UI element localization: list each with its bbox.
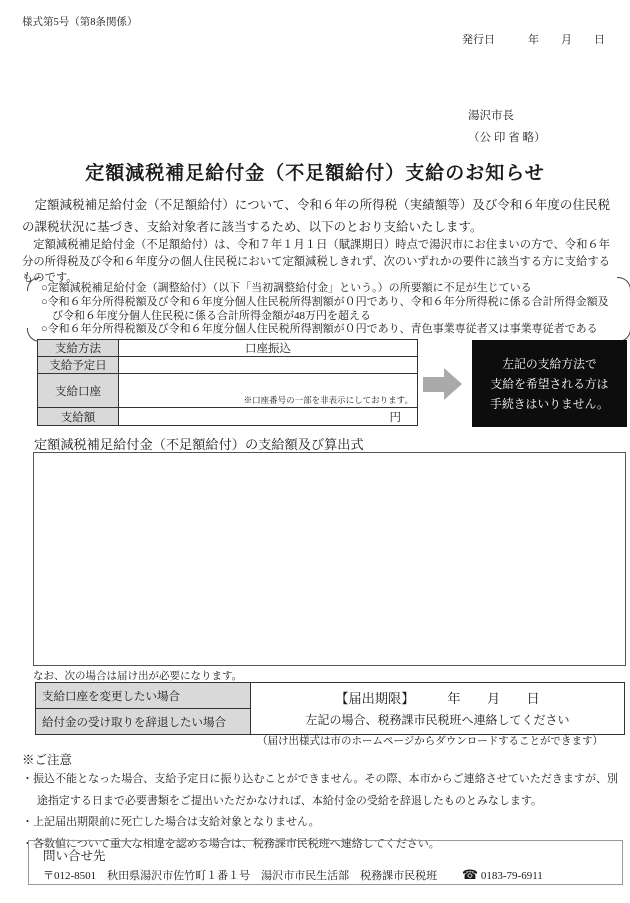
bracket-corner-top-right-icon	[617, 277, 630, 291]
condition-item: ○令和６年分所得税額及び令和６年度分個人住民税所得割額が０円であり、令和６年分所得税に係る合計所得金額及び令和６年度分個人住民税に係る合計所得金額が48万円を超える	[41, 295, 609, 322]
table-row	[36, 683, 625, 709]
contact-address: 〒012-8501 秋田県湯沢市佐竹町１番１号 湯沢市市民生活部 税務課市民税班	[43, 870, 438, 882]
caution-item: ・各数値について重大な相違を認める場合は、税務課市民税班へ連絡してください。	[22, 837, 440, 850]
mayor-name: 湯沢市長	[468, 110, 514, 122]
change-account-label: 支給口座を変更したい場合	[36, 683, 251, 709]
payment-amount-label: 支給額	[38, 408, 119, 426]
page-title: 定額減税補足給付金（不足額給付）支給のお知らせ	[85, 163, 545, 184]
download-note: （届け出様式は市のホームページからダウンロードすることができます）	[257, 736, 603, 747]
table-row	[38, 374, 418, 408]
callout-line: 左記の支給方法で	[502, 356, 597, 371]
report-instructions-cell	[251, 683, 625, 735]
callout-line: 支給を希望される方は	[490, 376, 609, 391]
contact-box	[28, 840, 623, 885]
contact-phone-group	[461, 867, 543, 882]
report-lead-text: なお、次の場合は届け出が必要になります。	[33, 671, 243, 682]
intro-paragraph: 定額減税補足給付金（不足額給付）について、令和６年の所得税（実績額等）及び令和６年度の住民税の課税状況に基づき、支給対象者に該当するため、以下のとおり支給いたします。	[22, 198, 610, 234]
account-masking-note: ※口座番号の一部を非表示にしております。	[243, 395, 413, 405]
caution-item: ・上記届出期限前に死亡した場合は支給対象となりません。	[22, 816, 320, 828]
contact-phone-number: 0183-79-6911	[480, 870, 543, 882]
form-number: 様式第5号（第8条関係）	[22, 17, 138, 28]
callout-line: 手続きはいりません。	[490, 396, 609, 411]
table-row	[38, 340, 418, 357]
contact-title: 問い合せ先	[43, 849, 106, 863]
payment-method-value: 口座振込	[119, 340, 418, 357]
decline-benefit-label: 給付金の受け取りを辞退したい場合	[36, 709, 251, 735]
telephone-icon: ☎	[461, 867, 479, 882]
table-row	[38, 357, 418, 374]
no-procedure-callout	[472, 340, 627, 427]
report-deadline: 【届出期限】 年 月 日	[335, 691, 540, 706]
issue-date-line: 発行日 年 月 日	[462, 34, 605, 46]
payment-account-value	[119, 374, 418, 408]
conditions-bracket	[27, 277, 630, 342]
payment-amount-value: 円	[119, 408, 418, 426]
report-table	[35, 682, 625, 735]
calc-section-title: 定額減税補足給付金（不足額給付）の支給額及び算出式	[34, 437, 364, 452]
payment-table	[37, 339, 418, 426]
payment-method-label: 支給方法	[38, 340, 119, 357]
payment-date-label: 支給予定日	[38, 357, 119, 374]
eligibility-paragraph: 定額減税補足給付金（不足額給付）は、令和７年１月１日（賦課期日）時点で湯沢市にお住まいの方で、令和６年分の所得税及び令和６年度分の個人住民税において定額減税しきれず、次のいずれかの要件に該当する方に支給するものです。	[22, 239, 610, 284]
caution-item: ・振込不能となった場合、支給予定日に振り込むことができません。その際、本市からご連絡させていただきますが、別途指定する日まで必要書類をご提出いただかなければ、本給付金の受給を辞退したものとみなします。	[22, 773, 618, 807]
caution-title: ※ご注意	[22, 753, 73, 767]
seal-omitted-note: （公 印 省 略）	[468, 132, 546, 144]
table-row	[38, 408, 418, 426]
addressee-block	[468, 105, 546, 149]
bracket-corner-top-left-icon	[27, 277, 41, 291]
calculation-box	[33, 452, 626, 666]
right-arrow-icon	[423, 368, 462, 400]
payment-account-label: 支給口座	[38, 374, 119, 408]
report-instruction: 左記の場合、税務課市民税班へ連絡してください	[305, 713, 570, 727]
contact-line	[43, 867, 608, 883]
condition-item: ○令和６年分所得税額及び令和６年度分個人住民税所得割額が０円であり、青色事業専従者又は事業専従者である	[41, 323, 598, 336]
condition-item: ○定額減税補足給付金（調整給付）（以下「当初調整給付金」という。）の所要額に不足が生じている	[41, 282, 532, 294]
payment-date-value	[119, 357, 418, 374]
